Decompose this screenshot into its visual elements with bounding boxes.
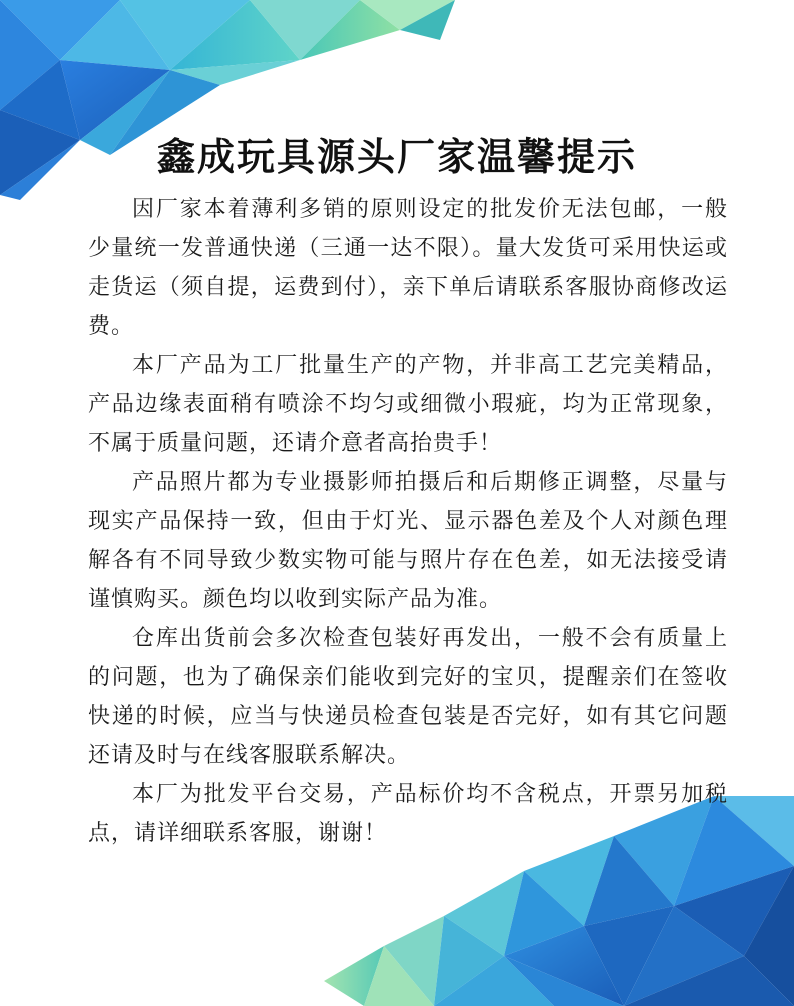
notice-paragraph-invoice: 本厂为批发平台交易，产品标价均不含税点，开票另加税点，请详细联系客服，谢谢！ [88,782,728,846]
notice-body [88,190,728,853]
notice-paragraph-quality: 本厂产品为工厂批量生产的产物，并非高工艺完美精品，产品边缘表面稍有喷涂不均匀或细微小瑕疵，均为正常现象，不属于质量问题，还请介意者高抬贵手！ [88,353,728,456]
notice-title: 鑫成玩具源头厂家温馨提示 [156,135,637,179]
notice-paragraph-packaging: 仓库出货前会多次检查包装好再发出，一般不会有质量上的问题，也为了确保亲们能收到完好的宝贝，提醒亲们在签收快递的时候，应当与快递员检查包装是否完好，如有其它问题还请及时与在线客服联系解决。 [88,626,728,768]
notice-paragraph-shipping: 因厂家本着薄利多销的原则设定的批发价无法包邮，一般少量统一发普通快递（三通一达不限）。量大发货可采用快运或走货运（须自提，运费到付），亲下单后请联系客服协商修改运费。 [88,197,728,339]
notice-paragraph-color: 产品照片都为专业摄影师拍摄后和后期修正调整，尽量与现实产品保持一致，但由于灯光、显示器色差及个人对颜色理解各有不同导致少数实物可能与照片存在色差，如无法接受请谨慎购买。颜色均以收到实际产品为准。 [88,470,728,612]
